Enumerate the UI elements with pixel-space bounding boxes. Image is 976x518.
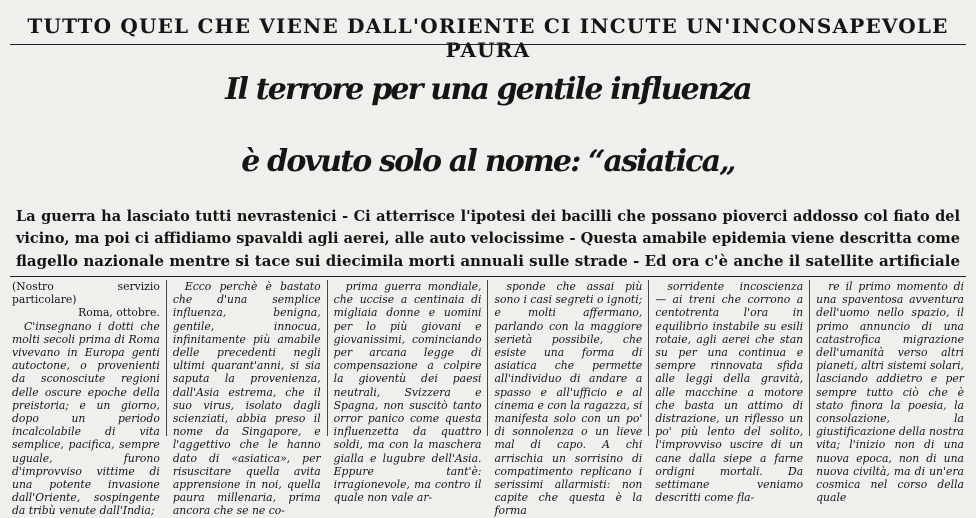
subheadline — [16, 206, 960, 272]
subhead-line: flagello nazionale mentre si tace sui diecimila morti annuali sulle strade - Ed ora c'è anche il satellite artificiale — [16, 252, 960, 270]
subhead-line: vicino, ma poi ci affidiamo spavaldi agli aerei, alle auto velocissime - Questa amabile epidemia viene descritta come — [16, 230, 960, 247]
article-column-1 — [6, 280, 166, 518]
headline-line-2: è dovuto solo al nome: “asiatica„ — [241, 144, 735, 179]
kicker-headline: TUTTO QUEL CHE VIENE DALL'ORIENTE CI INCUTE UN'INCONSAPEVOLE PAURA — [27, 14, 949, 62]
dateline: Roma, ottobre. — [78, 306, 160, 320]
column-text: C'insegnano i dotti che molti secoli prima di Roma vivevano in Europa genti autoctone, o provenienti da sconosciute regioni delle oscure epoche della preistoria; e un giorno, dopo un periodo incalcolabile di vita semplice, pacifica, sempre uguale, furono d'improvviso vittime di una potente invasione dall'Oriente, sospingente da tribù venute dall'India; — [12, 319, 160, 518]
column-text: prima guerra mondiale, che uccise a centinaia di migliaia donne e uomini per lo più giovani e giovanissimi, cominciando per arcana legge di compensazione a colpire la gioventù dei paesi neutrali, Svizzera e Spagna, non suscitò tanto orror panico come questa influenzetta da quattro soldi, ma con la maschera gialla e lugubre dell'Asia. Eppure tant'è: irragionevole, ma contro il quale non vale ar- — [333, 280, 482, 505]
column-text: sorridente incoscienza — ai treni che corrono a centotrenta l'ora in equilibrio instabile su esili rotaie, agli aerei che stan su per una continua e sempre rinnovata sfida alle leggi della gravità, alle macchine a motore che basta un attimo di distrazione, un riflesso un po' più lento del solito, l'improvviso uscire di un cane dalla siepe a farne ordigni mortali. Da settimane veniamo descritti come fla- — [655, 280, 804, 505]
article-column-2 — [166, 280, 327, 518]
top-divider — [10, 44, 966, 45]
column-text: Ecco perchè è bastato che d'una semplice influenza, benigna, gentile, innocua, infinitamente più amabile delle precedenti negli ultimi quarant'anni, si sia saputa la provenienza, dall'Asia estrema, che il suo virus, isolato dagli scienziati, abbia preso il nome da Singapore, e l'aggettivo che le hanno dato di «asiatica», per risuscitare quella avita apprensione in noi, quella paura millenaria, prima ancora che se ne co- — [172, 280, 321, 518]
column-text: re il primo momento di una spaventosa avventura dell'uomo nello spazio, il primo annuncio di una catastrofica migrazione dell'umanità verso altri pianeti, altri sistemi solari, lasciando addietro e per sempre tutto ciò che è stato finora la poesia, la consolazione, la giustificazione della nostra vita; l'inizio non di una nuova epoca, non di una nuova civiltà, ma di un'era cosmica nel corso della quale — [816, 280, 964, 505]
article-column-3 — [327, 280, 488, 505]
article-column-5 — [648, 280, 809, 505]
article-column-4 — [487, 280, 648, 518]
column-text: sponde che assai più sono i casi segreti o ignoti; e molti affermano, parlando con la maggiore serietà possibile, che esiste una forma di asiatica che permette all'individuo di andare a spasso e all'ufficio e al cinema e con la ragazza, si manifesta solo con un po' di sonnolenza o un lieve mal di capo. A chi arrischia un sorrisino di compatimento replicano i serissimi allarmisti: non capite che questa è la forma — [494, 280, 643, 518]
headline-line-1: Il terrore per una gentile influenza — [225, 72, 751, 107]
subhead-line: La guerra ha lasciato tutti nevrastenici - Ci atterrisce l'ipotesi dei bacilli che possano pioverci addosso col fiato del — [16, 208, 960, 225]
article-columns — [6, 280, 970, 518]
byline: (Nostro servizio particolare) — [12, 280, 160, 307]
body-divider — [10, 276, 966, 277]
article-column-6 — [809, 280, 970, 505]
